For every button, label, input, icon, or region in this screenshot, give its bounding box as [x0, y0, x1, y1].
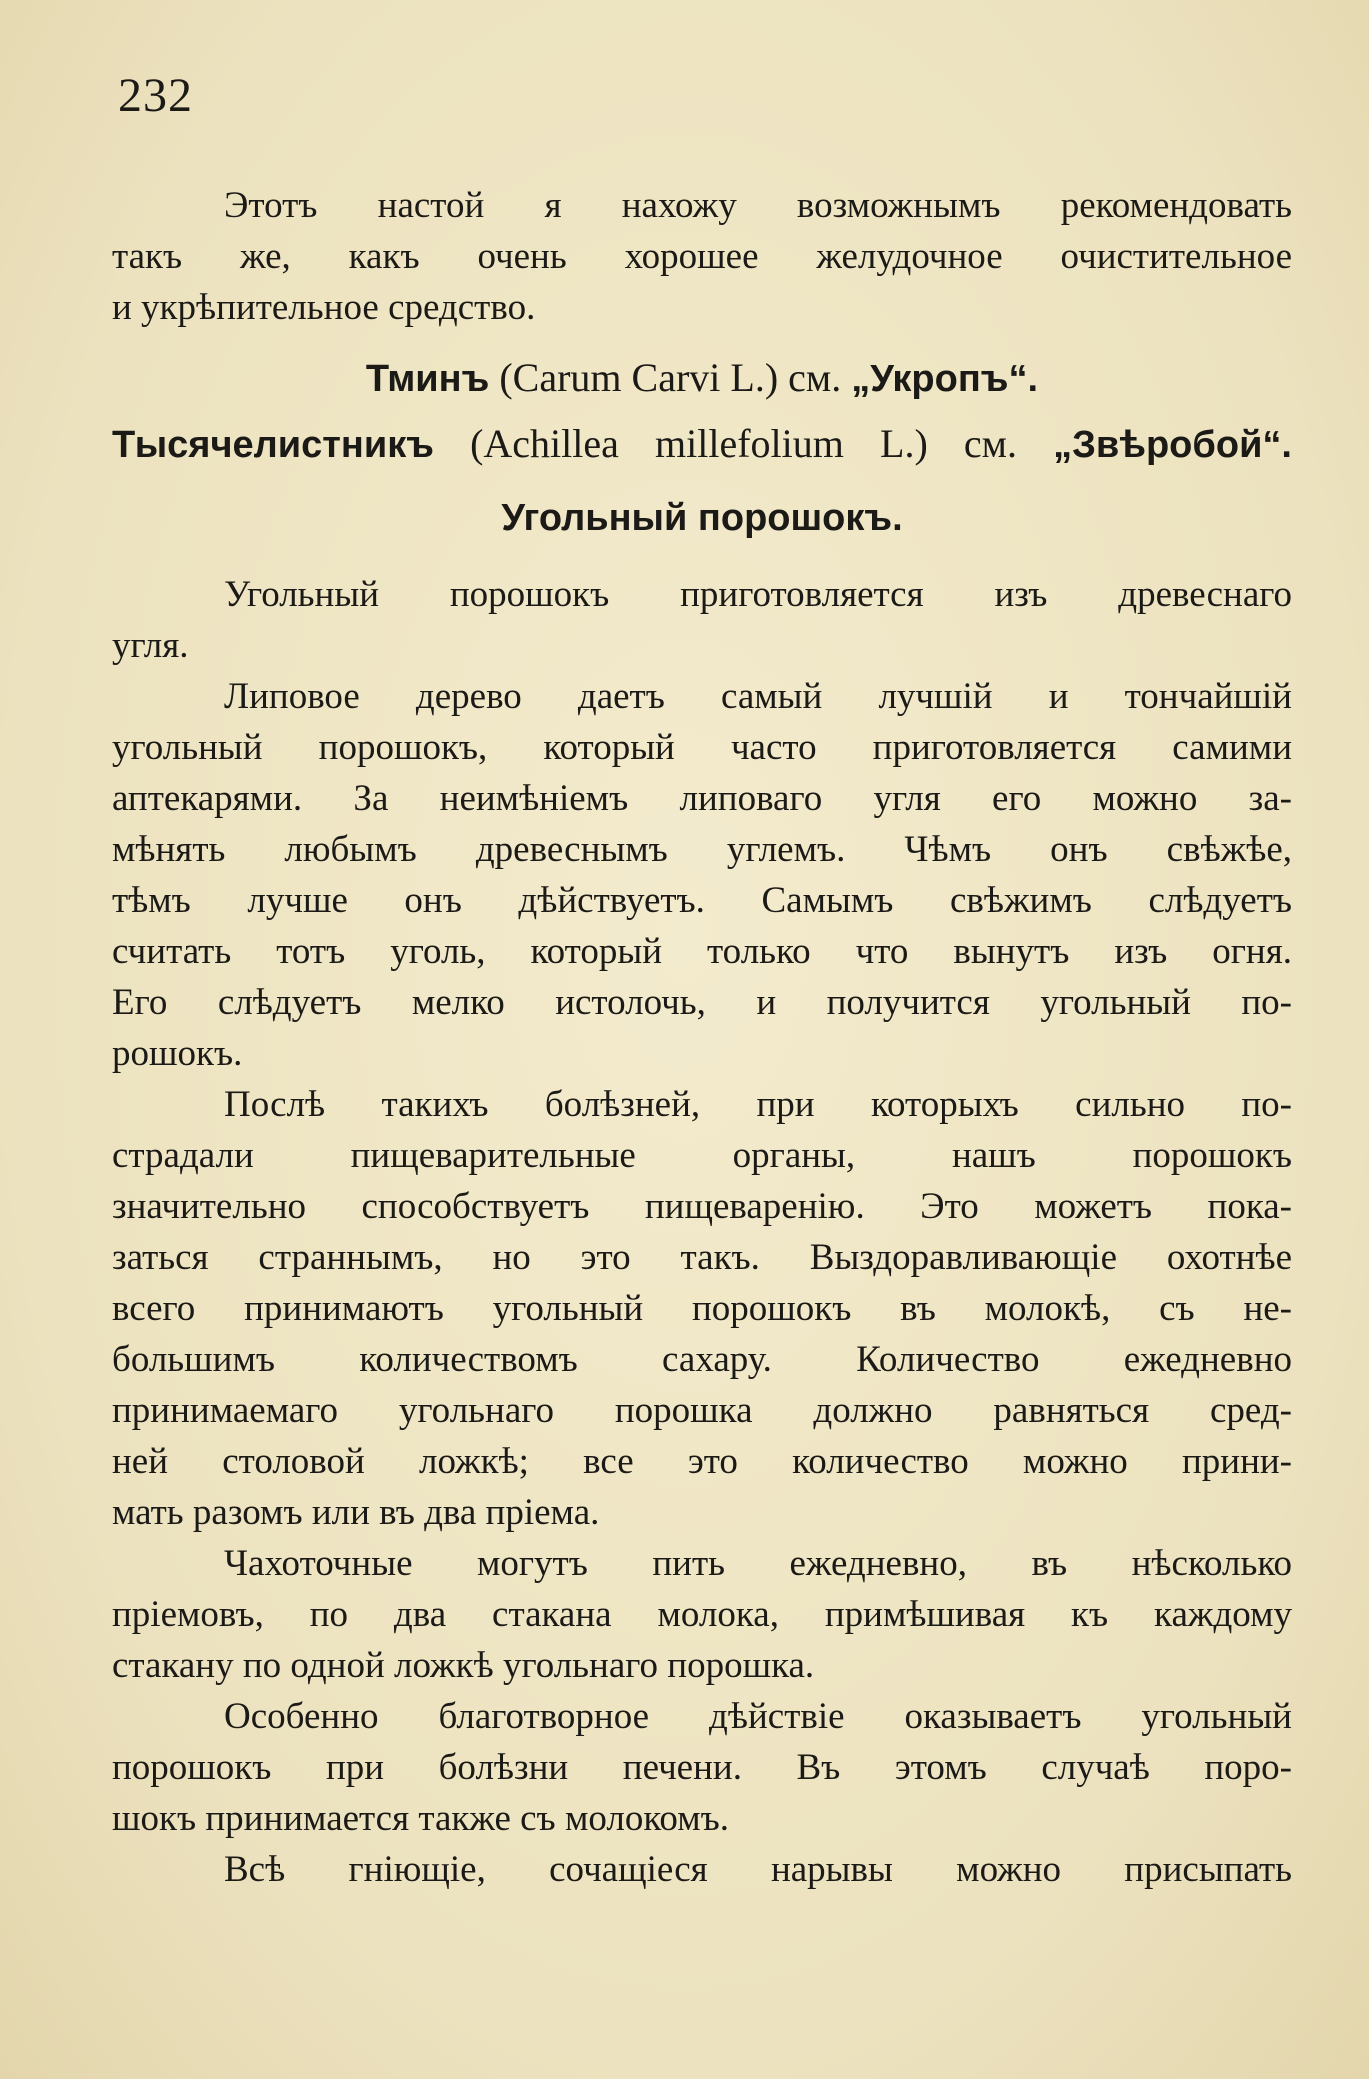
text-line: большимъ количествомъ сахару. Количество ежедневно [112, 1339, 1292, 1380]
text-line: Чахоточные могутъ пить ежедневно, въ нѣсколько [224, 1543, 1292, 1584]
text-line: ней столовой ложкѣ; все это количество можно прини- [112, 1441, 1292, 1482]
section-title: Угольный порошокъ. [501, 497, 903, 539]
page-number: 232 [118, 69, 193, 122]
intro-paragraph [112, 180, 1292, 333]
text-line: порошокъ при болѣзни печени. Въ этомъ случаѣ поро- [112, 1747, 1292, 1788]
entry-see: см. [788, 355, 842, 400]
text-line: рошокъ. [112, 1033, 243, 1074]
paragraph [112, 569, 1292, 671]
paragraph [112, 671, 1292, 1079]
entry-latin-name: (Carum Carvi L.) [499, 355, 779, 400]
text-line: Угольный порошокъ приготовляется изъ древеснаго [224, 574, 1292, 615]
text-line: мѣнять любымъ древеснымъ углемъ. Чѣмъ онъ свѣжѣе, [112, 829, 1292, 870]
text-line: угольный порошокъ, который часто приготовляется самими [112, 727, 1292, 768]
text-line: всего принимаютъ угольный порошокъ въ молокѣ, съ не- [112, 1288, 1292, 1329]
text-line: заться страннымъ, но это такъ. Выздоравливающіе охотнѣе [112, 1237, 1292, 1278]
text-line: Этотъ настой я нахожу возможнымъ рекомендовать [224, 185, 1292, 226]
page-body [112, 180, 1292, 1895]
entry-term: Тысячелистникъ [112, 424, 434, 466]
text-line: Особенно благотворное дѣйствіе оказываетъ угольный [224, 1696, 1292, 1737]
entry-reference: „Звѣробой“. [1053, 424, 1292, 466]
entry-caraway [112, 345, 1292, 411]
text-line: страдали пищеварительные органы, нашъ порошокъ [112, 1135, 1292, 1176]
entry-yarrow [112, 411, 1292, 477]
paragraph [112, 1691, 1292, 1844]
text-line: мать разомъ или въ два пріема. [112, 1492, 600, 1533]
text-line: Липовое дерево даетъ самый лучшій и тончайшій [224, 676, 1292, 717]
paragraph [112, 1079, 1292, 1538]
paragraph [112, 1538, 1292, 1691]
text-line: тѣмъ лучше онъ дѣйствуетъ. Самымъ свѣжимъ слѣдуетъ [112, 880, 1292, 921]
text-line: шокъ принимается также съ молокомъ. [112, 1798, 730, 1839]
entry-term: Тминъ [365, 358, 490, 400]
entry-latin-name: (Achillea millefolium L.) [470, 421, 928, 466]
text-line: аптекарями. За неимѣніемъ липоваго угля его можно за- [112, 778, 1292, 819]
text-line: стакану по одной ложкѣ угольнаго порошка. [112, 1645, 815, 1686]
text-line: пріемовъ, по два стакана молока, примѣшивая къ каждому [112, 1594, 1292, 1635]
text-line: считать тотъ уголь, который только что вынутъ изъ огня. [112, 931, 1292, 972]
text-line: такъ же, какъ очень хорошее желудочное очистительное [112, 236, 1292, 277]
text-line: Всѣ гніющіе, сочащіеся нарывы можно присыпать [224, 1849, 1292, 1890]
text-line: угля. [112, 625, 189, 666]
paragraph [112, 1844, 1292, 1895]
text-line: принимаемаго угольнаго порошка должно равняться сред- [112, 1390, 1292, 1431]
text-line: Послѣ такихъ болѣзней, при которыхъ сильно по- [224, 1084, 1292, 1125]
text-line: Его слѣдуетъ мелко истолочь, и получится угольный по- [112, 982, 1292, 1023]
entry-see: см. [963, 421, 1017, 466]
entry-reference: „Укропъ“. [851, 358, 1039, 400]
text-line: значительно способствуетъ пищеваренію. Это можетъ пока- [112, 1186, 1292, 1227]
text-line: и укрѣпительное средство. [112, 287, 536, 328]
